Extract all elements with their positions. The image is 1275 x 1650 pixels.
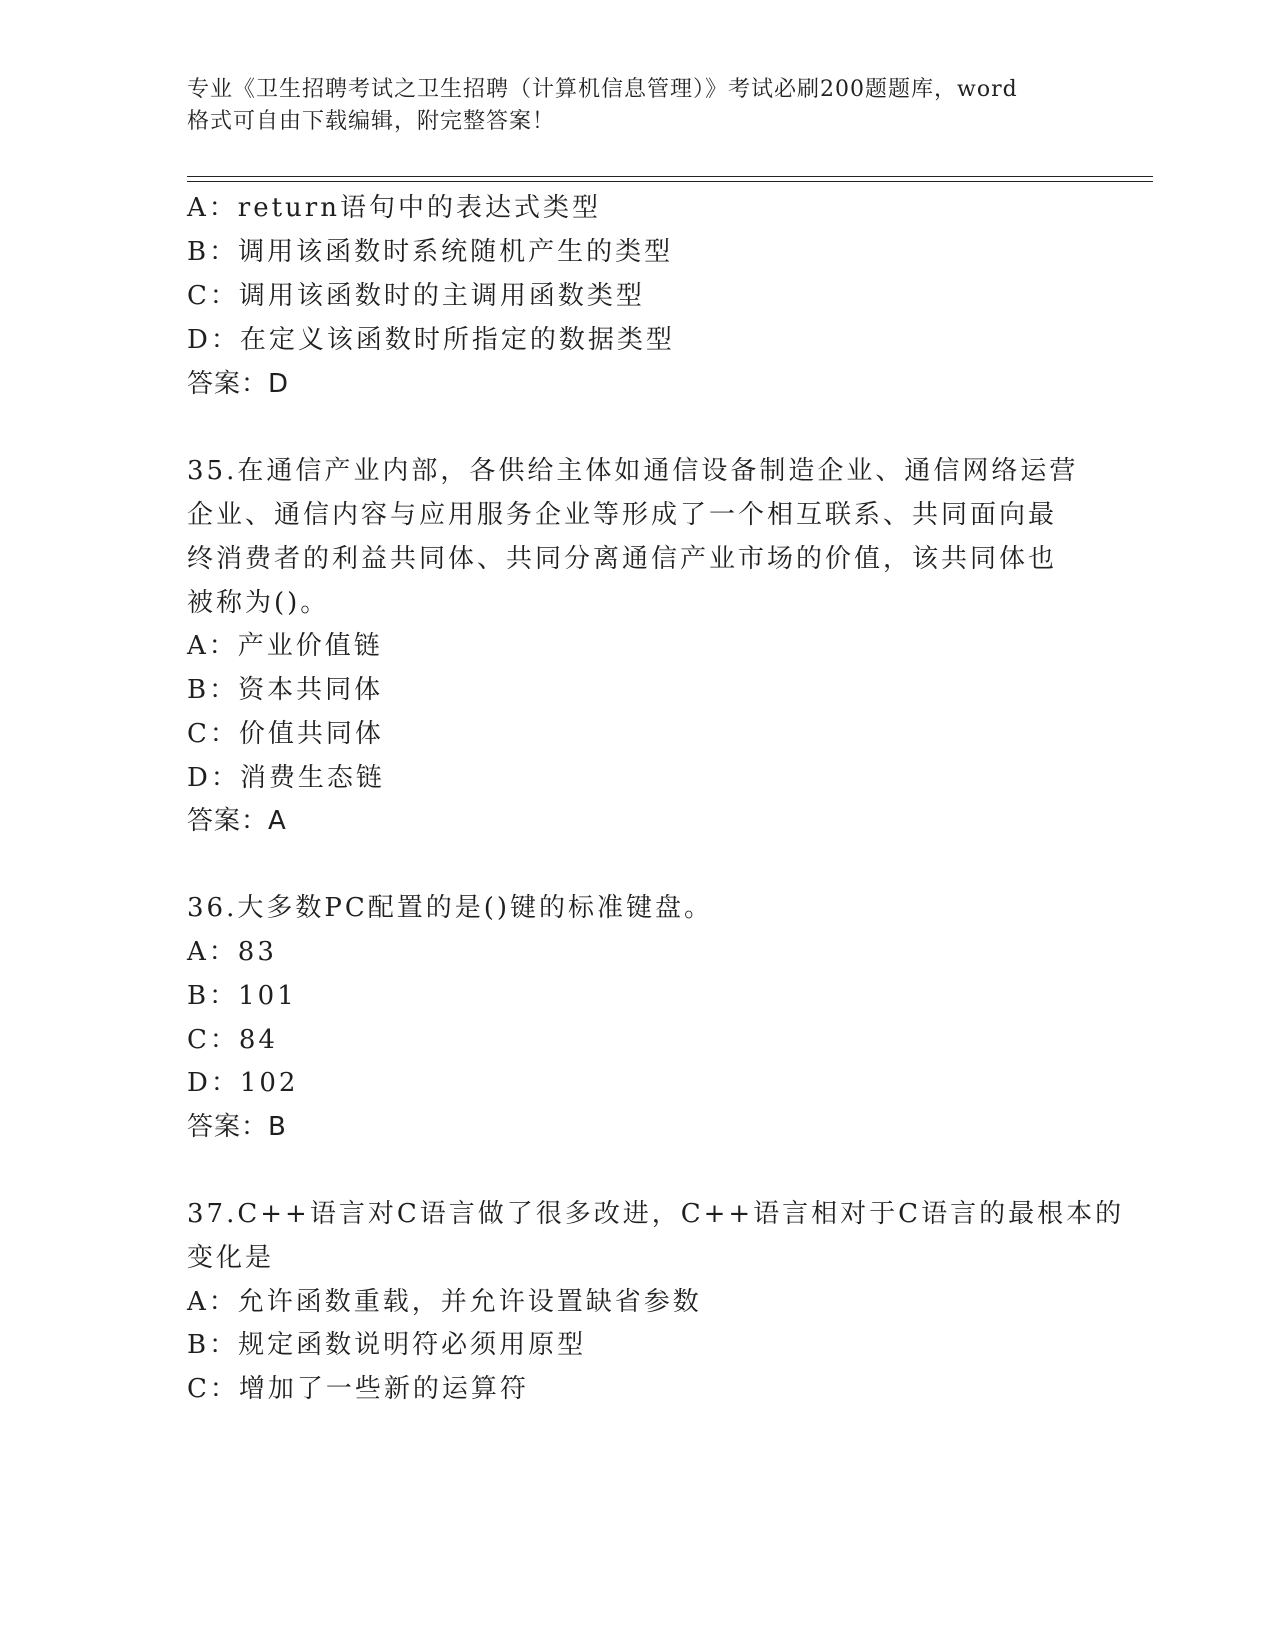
header-title-line-2: 格式可自由下载编辑，附完整答案！ (187, 109, 556, 134)
q36-answer: 答案：B (187, 1112, 287, 1142)
q35-stem-line-2: 企业、通信内容与应用服务企业等形成了一个相互联系、共同面向最 (187, 500, 1058, 530)
q35-option-c: C：价值共同体 (187, 719, 384, 749)
q34-option-a: A：return语句中的表达式类型 (187, 193, 601, 223)
q37-stem-line-2: 变化是 (187, 1243, 275, 1273)
q36-option-d: D：102 (187, 1068, 299, 1098)
q37-option-c: C：增加了一些新的运算符 (187, 1374, 529, 1404)
q34-option-c: C：调用该函数时的主调用函数类型 (187, 281, 645, 311)
q35-option-d: D：消费生态链 (187, 763, 385, 793)
header-title-line-1: 专业《卫生招聘考试之卫生招聘（计算机信息管理）》考试必刷200题题库，word (187, 77, 1018, 102)
q34-answer: 答案：D (187, 369, 290, 399)
q35-stem-line-1: 35.在通信产业内部，各供给主体如通信设备制造企业、通信网络运营 (187, 456, 1079, 486)
q36-option-a: A：83 (187, 937, 277, 967)
q37-option-b: B：规定函数说明符必须用原型 (187, 1330, 587, 1360)
q36-stem-line-1: 36.大多数PC配置的是()键的标准键盘。 (187, 893, 714, 923)
q37-stem-line-1: 37.C++语言对C语言做了很多改进，C++语言相对于C语言的最根本的 (187, 1199, 1125, 1229)
q35-answer: 答案：A (187, 806, 287, 836)
q35-option-b: B：资本共同体 (187, 675, 384, 705)
q36-option-c: C：84 (187, 1025, 278, 1055)
q36-option-b: B：101 (187, 981, 297, 1011)
document-header (187, 74, 1087, 138)
q35-stem-line-4: 被称为()。 (187, 588, 330, 618)
q35-option-a: A：产业价值链 (187, 631, 383, 661)
header-divider-bottom (187, 181, 1153, 182)
header-divider-top (187, 176, 1153, 177)
q34-option-d: D：在定义该函数时所指定的数据类型 (187, 325, 675, 355)
q35-stem-line-3: 终消费者的利益共同体、共同分离通信产业市场的价值，该共同体也 (187, 544, 1058, 574)
q34-option-b: B：调用该函数时系统随机产生的类型 (187, 237, 674, 267)
q37-option-a: A：允许函数重载，并允许设置缺省参数 (187, 1287, 702, 1317)
